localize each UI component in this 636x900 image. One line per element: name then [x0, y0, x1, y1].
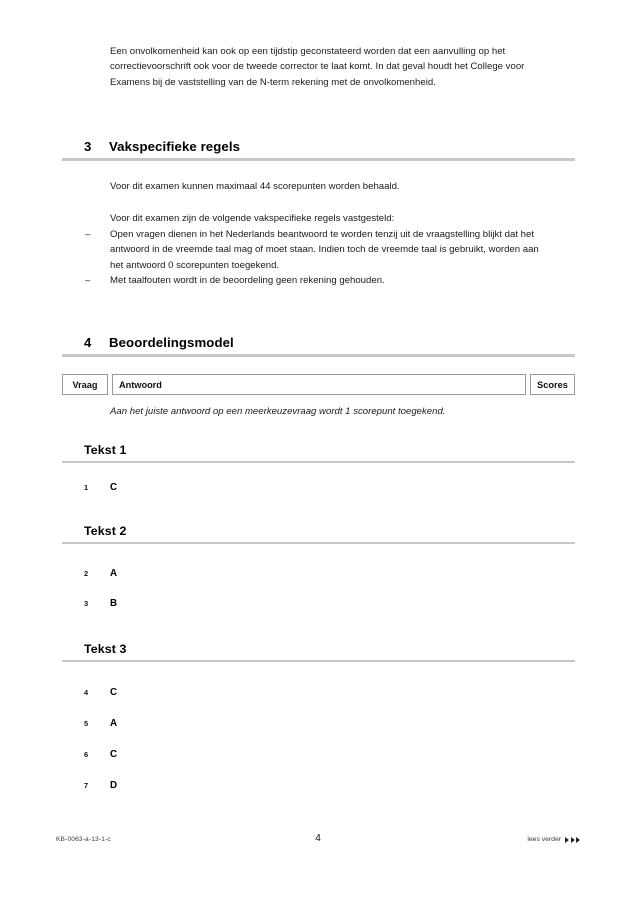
question-number: 7 — [84, 781, 89, 790]
section-beoordelingsmodel — [62, 335, 575, 357]
dash-marker: – — [85, 275, 91, 287]
answer-letter: C — [110, 749, 118, 760]
section-vakspecifieke-regels — [62, 139, 575, 161]
answer-row — [84, 718, 384, 729]
answer-row — [84, 687, 384, 698]
tekst-2-heading: Tekst 2 — [84, 524, 127, 538]
section-3-number: 3 — [84, 139, 92, 154]
answer-row — [84, 598, 384, 609]
section-4-title: Beoordelingsmodel — [109, 335, 234, 350]
section-3-paragraph-2: Voor dit examen zijn de volgende vakspecifieke regels vastgesteld: — [110, 213, 395, 224]
tekst-2-divider — [62, 542, 575, 544]
tekst-3-block — [62, 642, 575, 662]
page-number: 4 — [315, 833, 321, 844]
answer-letter: C — [110, 482, 118, 493]
tekst-3-heading: Tekst 3 — [84, 642, 127, 656]
lees-verder-label: lees verder — [527, 836, 561, 843]
question-number: 1 — [84, 483, 89, 492]
page-footer — [56, 833, 580, 850]
intro-paragraph: Een onvolkomenheid kan ook op een tijdstip geconstateerd worden dat een aanvulling op het correctievoorschrift ook voor de tweede corrector te laat komt. In dat geval houdt het College voor Examens bij de vaststelling van de N-term rekening met de onvolkomenheid. — [110, 46, 525, 88]
section-3-paragraph-1: Voor dit examen kunnen maximaal 44 scorepunten worden behaald. — [110, 181, 400, 192]
question-number: 2 — [84, 569, 89, 578]
tekst-1-heading: Tekst 1 — [84, 443, 127, 457]
question-number: 3 — [84, 599, 89, 608]
answer-letter: A — [110, 718, 118, 729]
section-4-heading — [62, 335, 575, 350]
exam-code: KB-0063-a-13-1-c — [56, 836, 111, 843]
tekst-1-block — [62, 443, 575, 463]
section-3-title: Vakspecifieke regels — [109, 139, 241, 154]
answer-row — [84, 482, 384, 493]
question-number: 5 — [84, 719, 89, 728]
column-header-scores: Scores — [530, 374, 575, 395]
answer-letter: A — [110, 568, 118, 579]
dash-marker: – — [85, 229, 91, 240]
triangle-right-icon — [565, 837, 569, 843]
vakspecifieke-regels-list — [85, 227, 545, 289]
answer-row — [84, 780, 384, 791]
list-item — [85, 227, 545, 273]
tekst-2-block — [62, 524, 575, 544]
answer-table-header — [62, 374, 575, 395]
column-header-antwoord: Antwoord — [112, 374, 526, 395]
answer-letter: D — [110, 780, 118, 791]
lees-verder-indicator — [527, 836, 580, 843]
answer-row — [84, 568, 384, 579]
answer-row — [84, 749, 384, 760]
list-item-text: Met taalfouten wordt in de beoordeling geen rekening gehouden. — [110, 275, 385, 287]
question-number: 4 — [84, 688, 89, 697]
list-item-text: Open vragen dienen in het Nederlands beantwoord te worden tenzij uit de vraagstelling blijkt dat het antwoord in de vreemde taal mag of moet staan. Indien toch de vreemde taal is gebruikt, worden aan het antwoord 0 scorepunten toegekend. — [110, 229, 539, 271]
answer-letter: B — [110, 598, 118, 609]
section-4-divider — [62, 354, 575, 357]
section-3-divider — [62, 158, 575, 161]
triangle-right-icon — [571, 837, 575, 843]
arrow-group — [565, 837, 580, 843]
section-4-number: 4 — [84, 335, 92, 350]
column-header-vraag: Vraag — [62, 374, 108, 395]
triangle-right-icon — [576, 837, 580, 843]
tekst-3-divider — [62, 660, 575, 662]
section-3-heading — [62, 139, 575, 154]
tekst-1-divider — [62, 461, 575, 463]
scoring-note: Aan het juiste antwoord op een meerkeuzevraag wordt 1 scorepunt toegekend. — [110, 406, 446, 417]
list-item — [85, 273, 545, 288]
question-number: 6 — [84, 750, 89, 759]
answer-letter: C — [110, 687, 118, 698]
